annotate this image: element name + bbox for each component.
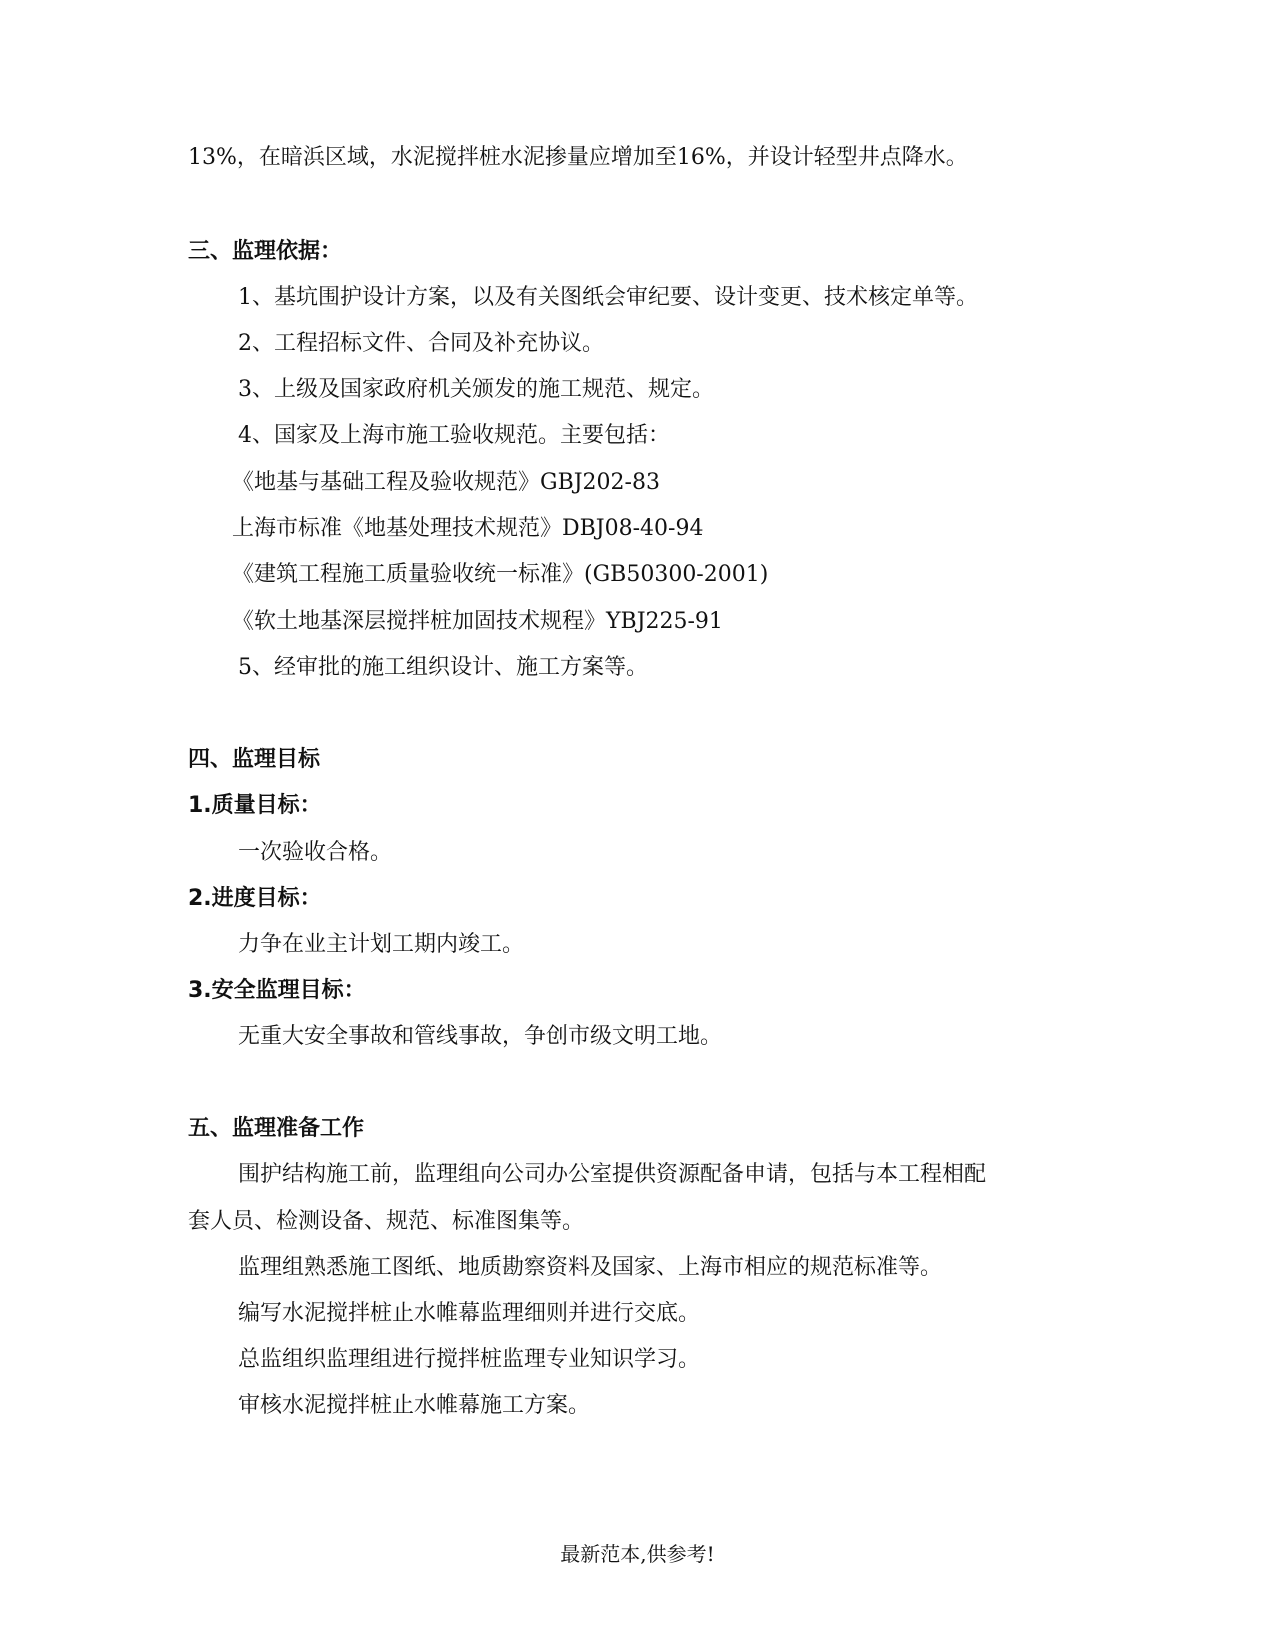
section-5-heading: 五、监理准备工作 (188, 1116, 365, 1141)
reference-2: 上海市标准《地基处理技术规范》DBJ08-40-94 (232, 516, 704, 541)
preparation-item-4: 审核水泥搅拌桩止水帷幕施工方案。 (238, 1393, 591, 1418)
quality-goal-heading: 1.质量目标： (188, 793, 322, 818)
basis-item-5: 5、经审批的施工组织设计、施工方案等。 (238, 655, 648, 680)
safety-goal-text: 无重大安全事故和管线事故，争创市级文明工地。 (238, 1024, 723, 1049)
section-4-heading: 四、监理目标 (188, 747, 321, 772)
continuation-text: 13%，在暗浜区域，水泥搅拌桩水泥掺量应增加至16%，并设计轻型井点降水。 (188, 145, 968, 170)
page-footer: 最新范本,供参考! (560, 1542, 715, 1566)
schedule-goal-text: 力争在业主计划工期内竣工。 (238, 932, 525, 957)
preparation-item-3: 总监组织监理组进行搅拌桩监理专业知识学习。 (238, 1347, 701, 1372)
preparation-para-line-2: 套人员、检测设备、规范、标准图集等。 (188, 1209, 585, 1234)
reference-4: 《软土地基深层搅拌桩加固技术规程》YBJ225-91 (232, 609, 723, 634)
reference-1: 《地基与基础工程及验收规范》GBJ202-83 (232, 470, 660, 495)
basis-item-4: 4、国家及上海市施工验收规范。主要包括： (238, 423, 670, 448)
preparation-item-2: 编写水泥搅拌桩止水帷幕监理细则并进行交底。 (238, 1301, 701, 1326)
basis-item-3: 3、上级及国家政府机关颁发的施工规范、规定。 (238, 377, 714, 402)
quality-goal-text: 一次验收合格。 (238, 840, 393, 865)
basis-item-1: 1、基坑围护设计方案，以及有关图纸会审纪要、设计变更、技术核定单等。 (238, 285, 978, 310)
basis-item-2: 2、工程招标文件、合同及补充协议。 (238, 331, 604, 356)
preparation-para-line-1: 围护结构施工前，监理组向公司办公室提供资源配备申请，包括与本工程相配 (238, 1162, 987, 1187)
schedule-goal-heading: 2.进度目标： (188, 886, 322, 911)
reference-3: 《建筑工程施工质量验收统一标准》(GB50300-2001) (232, 562, 769, 587)
safety-goal-heading: 3.安全监理目标： (188, 978, 366, 1003)
section-3-heading: 三、监理依据： (188, 239, 343, 264)
preparation-item-1: 监理组熟悉施工图纸、地质勘察资料及国家、上海市相应的规范标准等。 (238, 1255, 943, 1280)
